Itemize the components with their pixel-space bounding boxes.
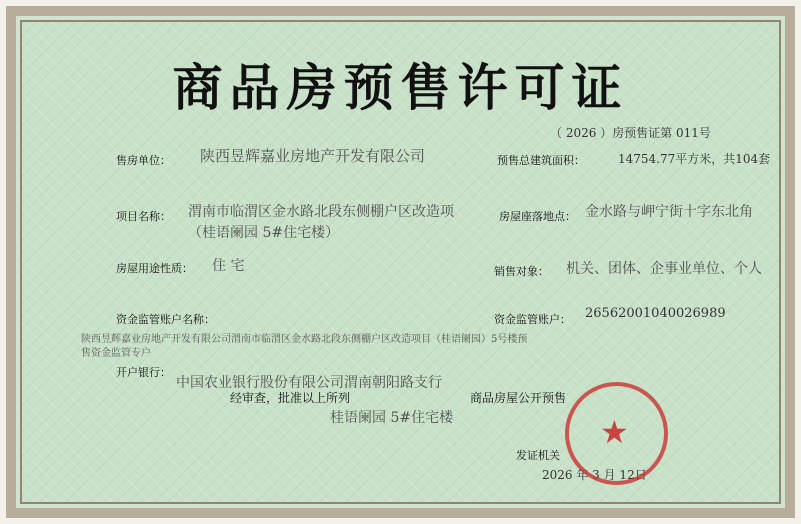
fund-account-name-label: 资金监管账户名称：	[116, 313, 215, 326]
sales-target-label: 销售对象：	[494, 265, 549, 278]
official-seal	[565, 382, 668, 485]
sales-unit-label: 售房单位：	[116, 154, 171, 167]
project-name-value-line1: 渭南市临渭区金水路北段东侧棚户区改造项	[188, 204, 454, 220]
fund-account-label: 资金监管账户：	[494, 313, 571, 326]
project-name-value-line2: （桂语阑园 5#住宅楼）	[188, 225, 340, 241]
total-area-label: 预售总建筑面积：	[497, 154, 585, 167]
issuer-label: 发证机关	[516, 449, 560, 462]
house-use-value: 住 宅	[212, 258, 245, 274]
approval-project: 桂语阑园 5#住宅楼	[330, 410, 454, 426]
sales-target-value: 机关、团体、企事业单位、个人	[566, 261, 762, 277]
location-value: 金水路与岬宁街十字东北角	[585, 204, 753, 220]
total-area-value: 14754.77平方米，共104套	[618, 152, 771, 166]
page-title: 商品房预售许可证	[172, 58, 629, 117]
sales-unit-value: 陕西昱辉嘉业房地产开发有限公司	[200, 147, 426, 165]
approval-line-1: 经审查，批准以上所列	[230, 391, 351, 405]
seal-star-icon: ★	[600, 413, 629, 451]
issue-date: 2026 年 3 月 12日	[542, 468, 647, 482]
house-use-label: 房屋用途性质：	[116, 262, 193, 275]
approval-line-2: 商品房屋公开预售	[470, 391, 567, 405]
fund-account-value: 2656200104002698​9	[585, 306, 726, 321]
fund-account-name-value: 陕西昱辉嘉业房地产开发有限公司渭南市临渭区金水路北段东侧棚户区改造项目（桂语阑园）5号楼预售资金监管专户	[81, 334, 528, 359]
bank-value: 中国农业银行股份有限公司渭南朝阳路支行	[176, 375, 442, 391]
bank-label: 开户银行：	[116, 366, 171, 379]
project-name-label: 项目名称：	[116, 210, 171, 223]
location-label: 房屋座落地点：	[499, 210, 576, 223]
license-number: （ 2026 ）房预售证第 011号	[550, 126, 711, 140]
